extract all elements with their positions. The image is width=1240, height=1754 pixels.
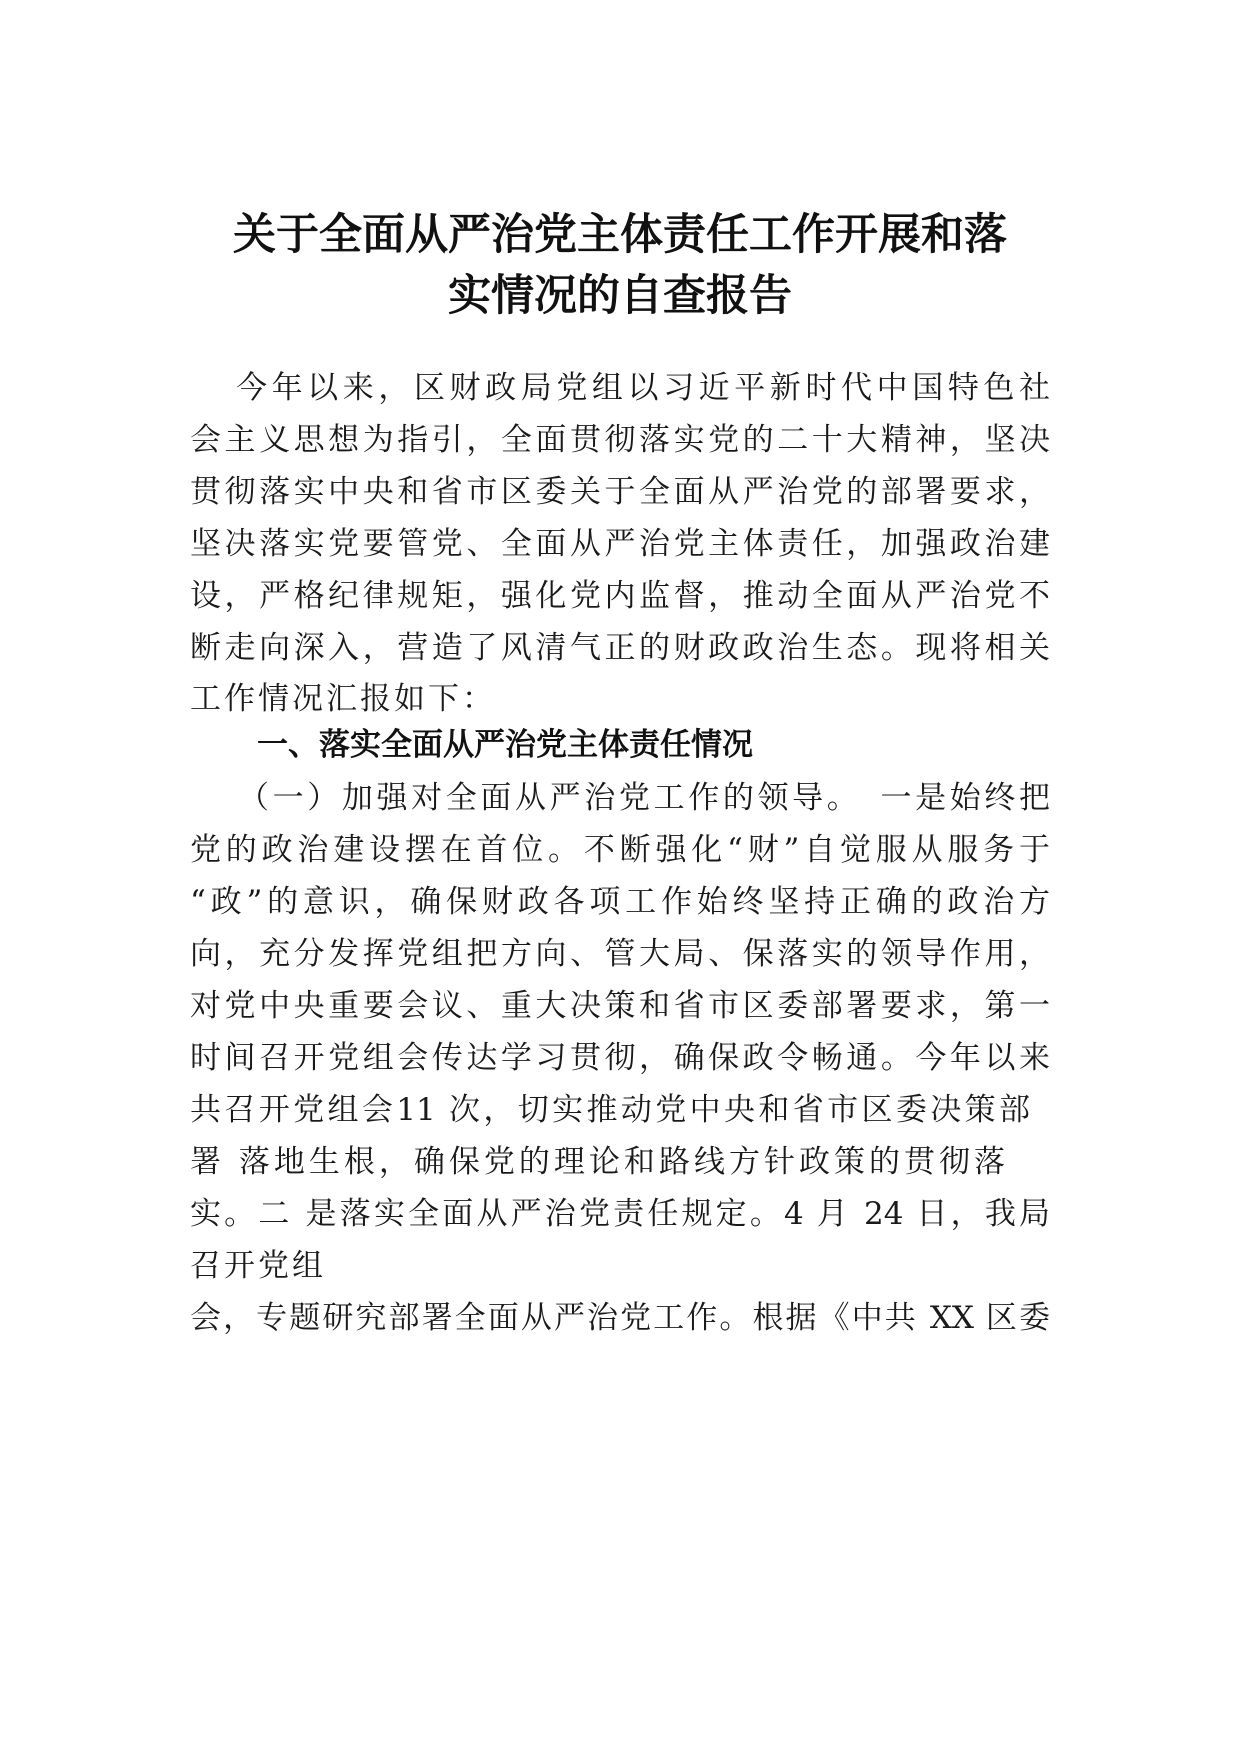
intro-line-7: 工作情况汇报如下：	[190, 681, 496, 717]
section-1-line-4: 向，充分发挥党组把方向、管大局、保落实的领导作用，	[190, 936, 1050, 972]
section-1-line-7: 共召开党组会11 次，切实推动党中央和省市区委决策部	[190, 1092, 1030, 1128]
section-1-line-9: 实。二 是落实全面从严治党责任规定。4 月 24 日，我局	[190, 1196, 1050, 1232]
intro-line-6: 断走向深入，营造了风清气正的财政政治生态。现将相关	[190, 630, 1050, 666]
section-1-line-10: 召开党组	[190, 1248, 326, 1284]
document-title-line-1: 关于全面从严治党主体责任工作开展和落	[233, 210, 1007, 260]
intro-line-3: 贯彻落实中央和省市区委关于全面从严治党的部署要求，	[190, 474, 1050, 510]
section-1-line-2: 党的政治建设摆在首位。不断强化“财”自觉服从服务于	[190, 832, 1050, 868]
section-1-line-11: 会，专题研究部署全面从严治党工作。根据《中共 XX 区委	[190, 1300, 1050, 1336]
section-1-heading: 一、落实全面从严治党主体责任情况	[257, 727, 753, 763]
section-1-line-6: 时间召开党组会传达学习贯彻，确保政令畅通。今年以来	[190, 1040, 1050, 1076]
section-1-line-3: “政”的意识，确保财政各项工作始终坚持正确的政治方	[190, 884, 1050, 920]
intro-line-1: 今年以来，区财政局党组以习近平新时代中国特色社	[236, 370, 1050, 406]
section-1-line-8: 署 落地生根，确保党的理论和路线方针政策的贯彻落	[190, 1144, 1005, 1180]
document-title-line-2: 实情况的自查报告	[448, 271, 792, 321]
intro-line-4: 坚决落实党要管党、全面从严治党主体责任，加强政治建	[190, 526, 1050, 562]
intro-line-2: 会主义思想为指引，全面贯彻落实党的二十大精神，坚决	[190, 422, 1050, 458]
section-1-line-5: 对党中央重要会议、重大决策和省市区委部署要求，第一	[190, 988, 1050, 1024]
intro-line-5: 设，严格纪律规矩，强化党内监督，推动全面从严治党不	[190, 578, 1050, 614]
section-1-line-1: （一）加强对全面从严治党工作的领导。 一是始终把	[238, 780, 1050, 816]
